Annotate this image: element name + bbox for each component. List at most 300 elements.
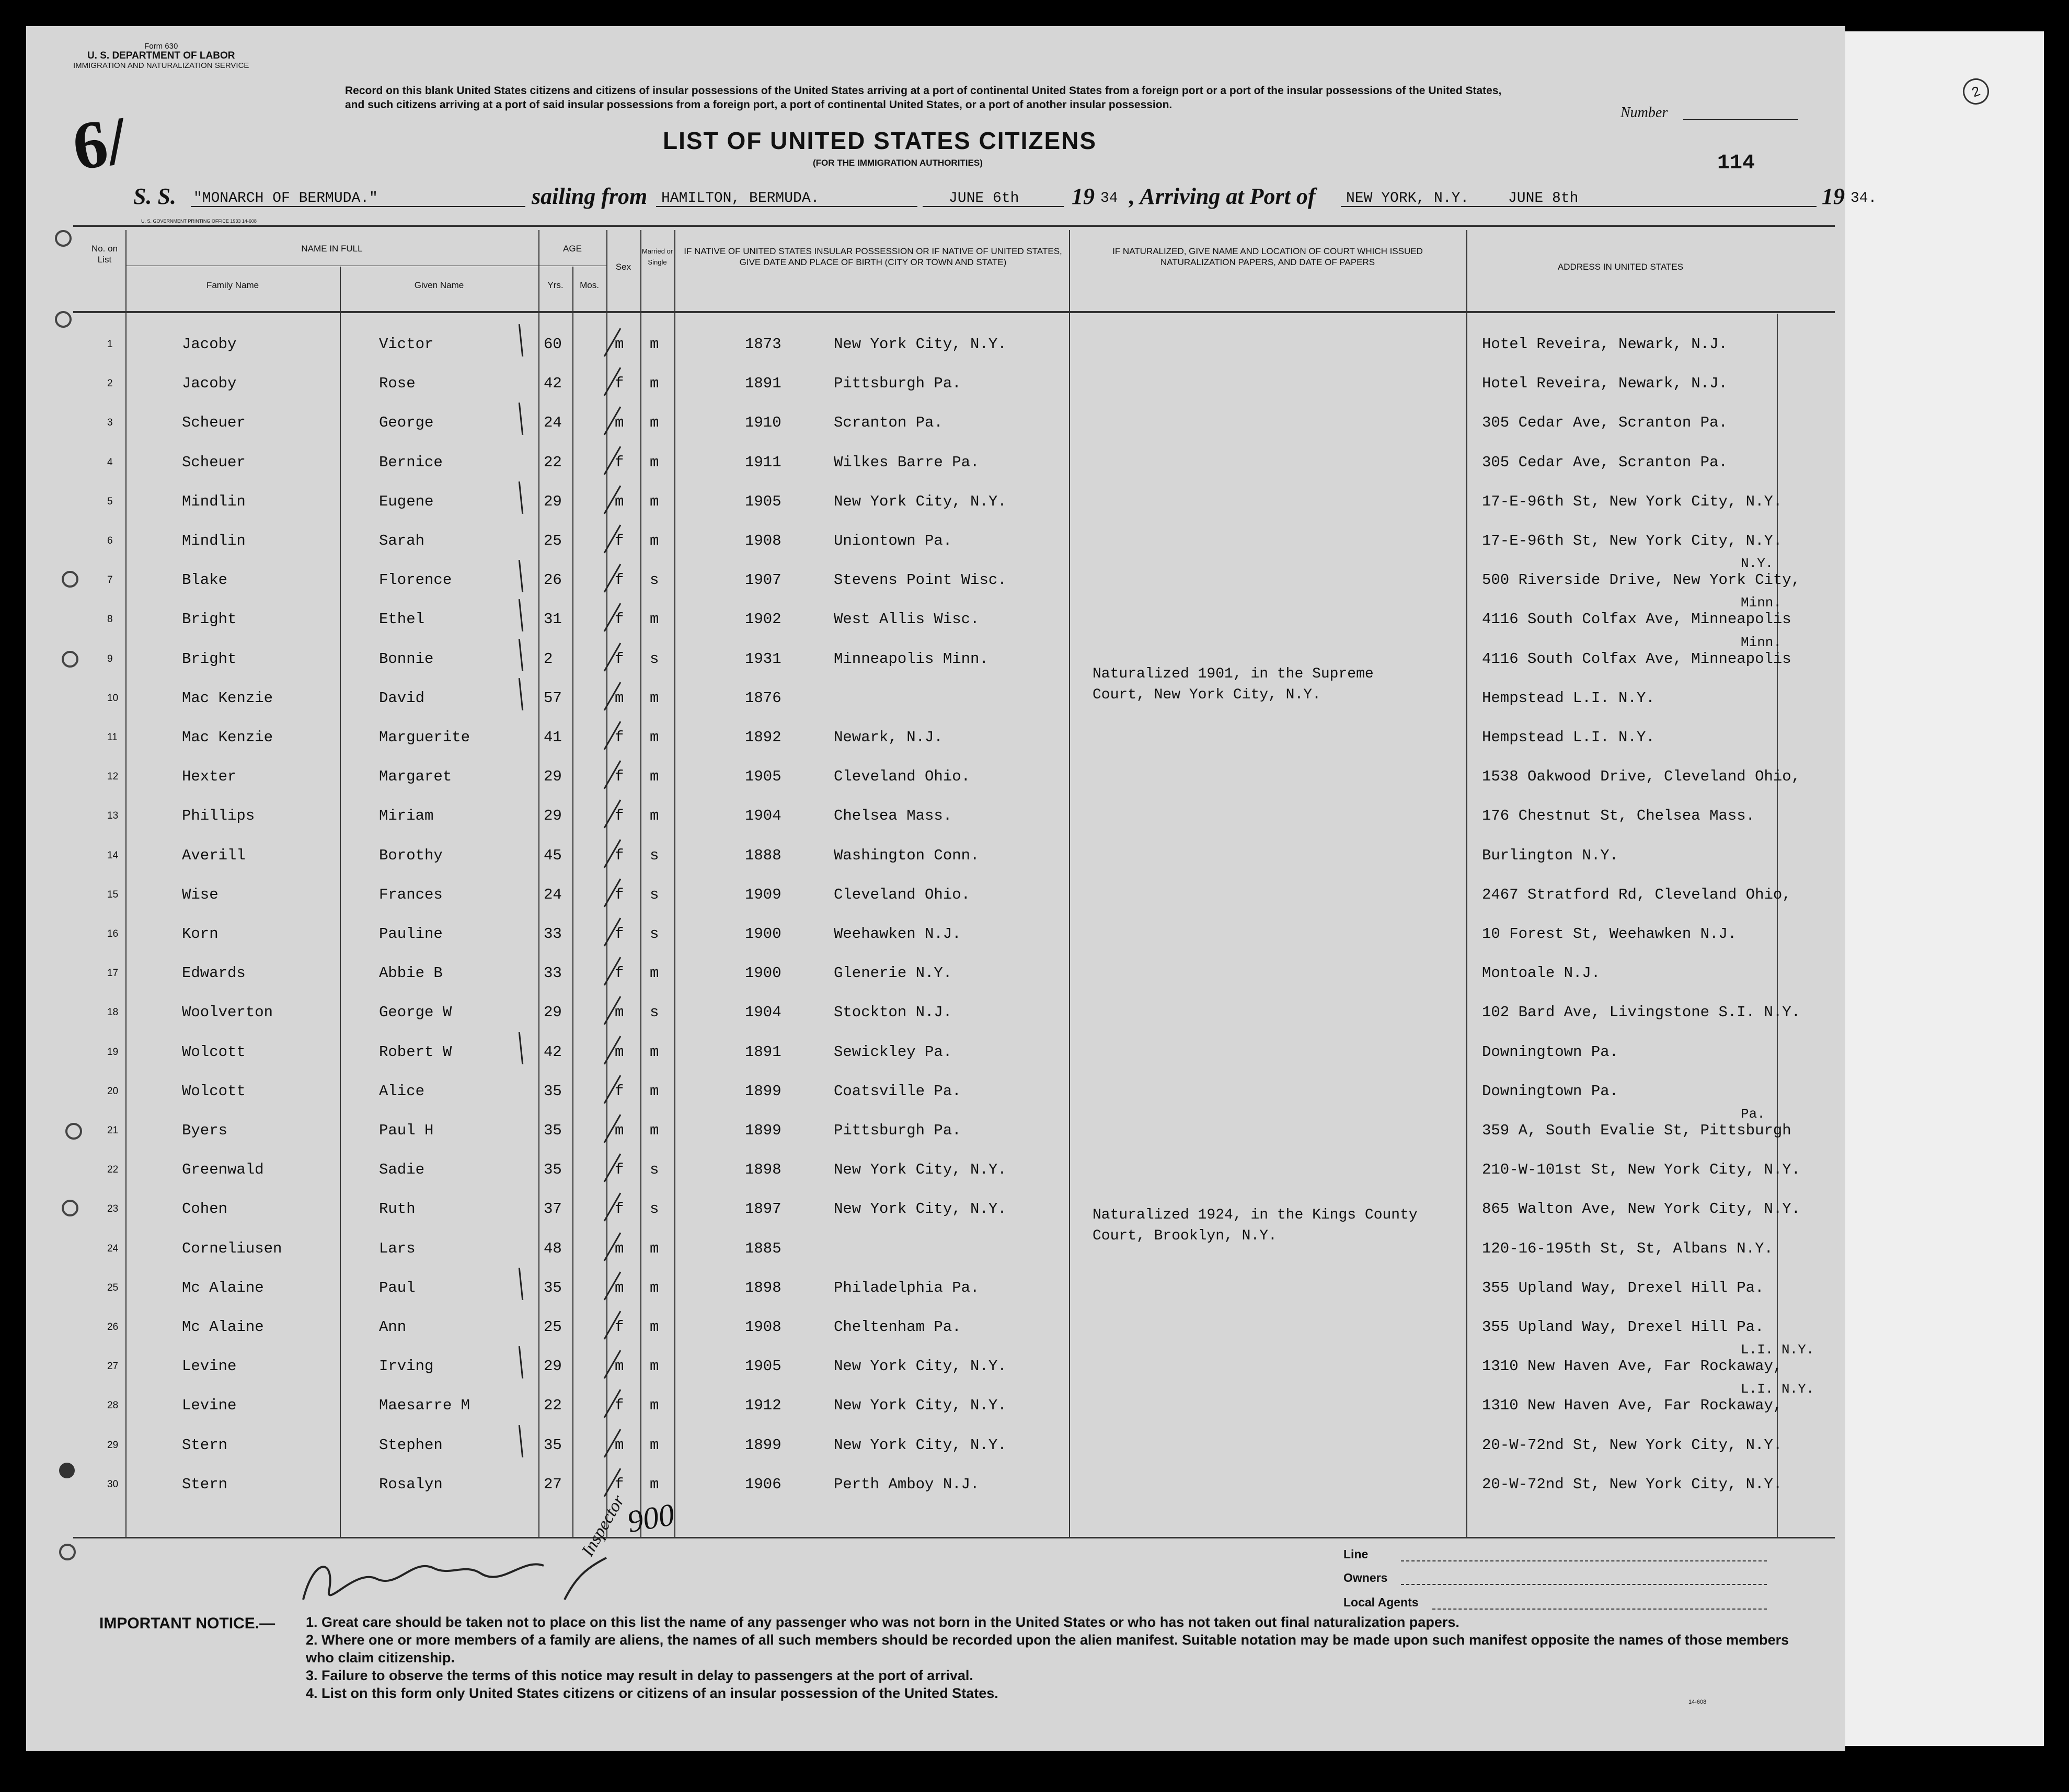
given-name: Robert W (379, 1043, 452, 1061)
birth-place: Pittsburgh Pa. (834, 375, 961, 393)
notice-item: 2. Where one or more members of a family are aliens, the names of all such members should be recorded upon the alien manifest. Suitable notation may be made upon such manifest opposite the names of those members who claim citizenship. (306, 1632, 1789, 1665)
given-name: Irving (379, 1358, 434, 1375)
birth-place: New York City, N.Y. (834, 1397, 1007, 1415)
birth-place: New York City, N.Y. (834, 1161, 1007, 1179)
family-name: Woolverton (182, 1004, 273, 1021)
naturalization-note-24 (1093, 1205, 1418, 1247)
row-number: 4 (107, 456, 113, 468)
marital-status: s (650, 1161, 659, 1179)
table-row (0, 1004, 1830, 1040)
row-number: 25 (107, 1282, 119, 1293)
row-number: 23 (107, 1203, 119, 1215)
address: Montoale N.J. (1482, 964, 1601, 982)
table-row (0, 493, 1830, 530)
sex: m (615, 1358, 624, 1375)
header-yrs: Yrs. (547, 280, 564, 290)
line-field (1401, 1560, 1767, 1561)
naturalization-note-10 (1093, 664, 1374, 706)
ship-name: "MONARCH OF BERMUDA." (193, 190, 378, 206)
sailing-from: HAMILTON, BERMUDA. (661, 190, 820, 206)
marital-status: m (650, 1436, 659, 1454)
marital-status: s (650, 1004, 659, 1021)
given-name: Pauline (379, 925, 443, 943)
table-row (0, 1161, 1830, 1198)
family-name: Mindlin (182, 532, 246, 549)
table-row (0, 925, 1830, 962)
birth-year: 1876 (745, 689, 781, 707)
given-name: Frances (379, 886, 443, 903)
given-name: Victor (379, 336, 434, 353)
family-name: Scheuer (182, 453, 246, 471)
ship-line (191, 206, 525, 207)
given-name: Ruth (379, 1200, 416, 1218)
birth-year: 1931 (745, 650, 781, 668)
address: Downingtown Pa. (1482, 1043, 1619, 1061)
sex: f (615, 532, 624, 549)
address: 210-W-101st St, New York City, N.Y. (1482, 1161, 1801, 1179)
marital-status: m (650, 964, 659, 982)
given-name: Sarah (379, 532, 425, 549)
table-row (0, 1381, 1830, 1433)
address: 20-W-72nd St, New York City, N.Y. (1482, 1475, 1783, 1493)
age-years: 48 (544, 1239, 562, 1257)
voyage-line (133, 183, 1877, 214)
sex: m (615, 1122, 624, 1139)
birth-place: New York City, N.Y. (834, 336, 1007, 353)
marital-status: s (650, 925, 659, 943)
sex: f (615, 453, 624, 471)
given-name: Abbie B (379, 964, 443, 982)
address: 20-W-72nd St, New York City, N.Y. (1482, 1436, 1783, 1454)
age-years: 25 (544, 532, 562, 549)
birth-year: 1908 (745, 532, 781, 549)
family-name: Cohen (182, 1200, 228, 1218)
sex: f (615, 1318, 624, 1336)
family-name: Jacoby (182, 375, 237, 393)
birth-place: Philadelphia Pa. (834, 1279, 980, 1296)
birth-place: Glenerie N.Y. (834, 964, 952, 982)
sex: m (615, 1239, 624, 1257)
given-name: Paul (379, 1279, 416, 1296)
row-number: 9 (107, 653, 113, 664)
given-name: Bernice (379, 453, 443, 471)
table-row (0, 1240, 1830, 1277)
given-name: Marguerite (379, 729, 470, 746)
table-row (0, 847, 1830, 883)
given-name: Miriam (379, 807, 434, 825)
family-name: Wolcott (182, 1043, 246, 1061)
birth-year: 1910 (745, 414, 781, 432)
table-row (0, 1318, 1830, 1355)
sex: f (615, 886, 624, 903)
row-number: 19 (107, 1046, 119, 1058)
family-name: Levine (182, 1397, 237, 1415)
birth-year: 1906 (745, 1475, 781, 1493)
binder-hole (62, 571, 78, 588)
sheet-number: 114 (1717, 152, 1755, 175)
address: 305 Cedar Ave, Scranton Pa. (1482, 453, 1728, 471)
address: 102 Bard Ave, Livingstone S.I. N.Y. (1482, 1004, 1801, 1021)
marital-status: m (650, 807, 659, 825)
sex: f (615, 375, 624, 393)
address: 2467 Stratford Rd, Cleveland Ohio, (1482, 886, 1791, 903)
birth-place: Wilkes Barre Pa. (834, 453, 980, 471)
sex: f (615, 807, 624, 825)
given-name: Bonnie (379, 650, 434, 668)
table-row (0, 807, 1830, 844)
given-name: George (379, 414, 434, 432)
age-years: 26 (544, 571, 562, 589)
address: 4116 South Colfax Ave, Minneapolis (1482, 650, 1791, 668)
row-number: 15 (107, 889, 119, 900)
birth-place: Perth Amboy N.J. (834, 1475, 980, 1493)
age-years: 2 (544, 650, 553, 668)
sex: m (615, 1279, 624, 1296)
row-number: 30 (107, 1478, 119, 1490)
age-years: 35 (544, 1161, 562, 1179)
arrival-year: 34. (1850, 190, 1877, 206)
age-years: 29 (544, 807, 562, 825)
birth-place: Stevens Point Wisc. (834, 571, 1007, 589)
notice-item: 3. Failure to observe the terms of this notice may result in delay to passengers at the port of arrival. (306, 1668, 973, 1683)
naturalization-line-1: Naturalized 1924, in the Kings County (1093, 1207, 1418, 1223)
row-number: 24 (107, 1243, 119, 1254)
sex: f (615, 1475, 624, 1493)
birth-year: 1899 (745, 1436, 781, 1454)
table-row (0, 1437, 1830, 1473)
address: 17-E-96th St, New York City, N.Y. (1482, 532, 1783, 549)
age-years: 35 (544, 1279, 562, 1296)
marital-status: m (650, 1475, 659, 1493)
birth-place: New York City, N.Y. (834, 1436, 1007, 1454)
address: Downingtown Pa. (1482, 1082, 1619, 1100)
sail-year: 34 (1100, 190, 1118, 206)
notice-label: IMPORTANT NOTICE.— (99, 1615, 275, 1632)
table-row (0, 1043, 1830, 1080)
birth-year: 1888 (745, 846, 781, 864)
sex: f (615, 1397, 624, 1415)
birth-place: Cleveland Ohio. (834, 886, 971, 903)
family-name: Korn (182, 925, 219, 943)
birth-year: 1908 (745, 1318, 781, 1336)
marital-status: m (650, 453, 659, 471)
sex: m (615, 1004, 624, 1021)
address: 355 Upland Way, Drexel Hill Pa. (1482, 1318, 1764, 1336)
age-years: 29 (544, 1004, 562, 1021)
birth-year: 1905 (745, 1358, 781, 1375)
birth-place: Pittsburgh Pa. (834, 1122, 961, 1139)
table-row (0, 1476, 1830, 1512)
age-years: 41 (544, 729, 562, 746)
birth-year: 1909 (745, 886, 781, 903)
address: Hempstead L.I. N.Y. (1482, 729, 1655, 746)
age-years: 35 (544, 1122, 562, 1139)
age-years: 27 (544, 1475, 562, 1493)
family-name: Hexter (182, 768, 237, 786)
birth-year: 1897 (745, 1200, 781, 1218)
birth-year: 1873 (745, 336, 781, 353)
address: 1310 New Haven Ave, Far Rockaway, (1482, 1358, 1783, 1375)
sail-date-line (923, 206, 1064, 207)
table-row (0, 768, 1830, 805)
birth-place: Coatsville Pa. (834, 1082, 961, 1100)
marital-status: s (650, 571, 659, 589)
sex: m (615, 1043, 624, 1061)
sex: m (615, 414, 624, 432)
row-number: 6 (107, 535, 113, 546)
table-row (0, 556, 1830, 608)
birth-year: 1905 (745, 768, 781, 786)
binder-hole (62, 1200, 78, 1216)
age-years: 22 (544, 1397, 562, 1415)
marital-status: m (650, 1279, 659, 1296)
header-age: AGE (563, 244, 582, 254)
table-row (0, 1342, 1830, 1394)
header-naturalized: IF NATURALIZED, GIVE NAME AND LOCATION OF COURT WHICH ISSUED NATURALIZATION PAPERS, AND DATE OF PAPERS (1112, 246, 1423, 267)
header-bottom-rule (73, 311, 1835, 313)
given-name: David (379, 689, 425, 707)
header-mos: Mos. (580, 280, 599, 290)
row-number: 3 (107, 417, 113, 429)
table-row (0, 634, 1830, 687)
address: 359 A, South Evalie St, Pittsburgh (1482, 1122, 1791, 1139)
birth-year: 1885 (745, 1239, 781, 1257)
table-row (0, 532, 1830, 572)
port-line (1341, 206, 1817, 207)
marital-status: m (650, 532, 659, 549)
birth-place: Scranton Pa. (834, 414, 943, 432)
address: 865 Walton Ave, New York City, N.Y. (1482, 1200, 1801, 1218)
birth-place: New York City, N.Y. (834, 1358, 1007, 1375)
birth-place: New York City, N.Y. (834, 492, 1007, 510)
table-row (0, 964, 1830, 1001)
given-name: Maesarre M (379, 1397, 470, 1415)
notice-item: 4. List on this form only United States citizens or citizens of an insular possession of the United States. (306, 1685, 998, 1701)
binder-hole (65, 1123, 82, 1140)
table-top-rule (73, 225, 1835, 227)
birth-place: Cheltenham Pa. (834, 1318, 961, 1336)
age-years: 25 (544, 1318, 562, 1336)
age-years: 57 (544, 689, 562, 707)
birth-year: 1900 (745, 925, 781, 943)
marital-status: m (650, 492, 659, 510)
address: 500 Riverside Drive, New York City, (1482, 571, 1801, 589)
address: Hotel Reveira, Newark, N.J. (1482, 336, 1728, 353)
agents-field (1432, 1609, 1767, 1610)
extra-mark: 900 (624, 1497, 677, 1540)
birth-year: 1902 (745, 611, 781, 628)
sex: f (615, 1200, 624, 1218)
birth-year: 1904 (745, 1004, 781, 1021)
age-years: 33 (544, 925, 562, 943)
given-name: Rosalyn (379, 1475, 443, 1493)
age-years: 29 (544, 1358, 562, 1375)
address: 120-16-195th St, St, Albans N.Y. (1482, 1239, 1773, 1257)
marital-status: m (650, 768, 659, 786)
marital-status: m (650, 375, 659, 393)
family-name: Blake (182, 571, 228, 589)
sex: m (615, 1436, 624, 1454)
sex: f (615, 571, 624, 589)
header-family-name: Family Name (206, 280, 259, 290)
given-name: Sadie (379, 1161, 425, 1179)
address: Burlington N.Y. (1482, 846, 1619, 864)
page-mark: 2 (1959, 75, 1993, 108)
table-row (0, 729, 1830, 765)
table-row (0, 595, 1830, 647)
binder-hole (59, 1463, 75, 1478)
year-prefix-1: 19 (1072, 183, 1095, 209)
family-name: Wolcott (182, 1082, 246, 1100)
row-number: 8 (107, 614, 113, 625)
family-name: Corneliusen (182, 1239, 282, 1257)
address: Hempstead L.I. N.Y. (1482, 689, 1655, 707)
naturalization-line-1: Naturalized 1901, in the Supreme (1093, 666, 1374, 682)
naturalization-line-2: Court, Brooklyn, N.Y. (1093, 1228, 1277, 1244)
family-name: Levine (182, 1358, 237, 1375)
birth-year: 1904 (745, 807, 781, 825)
family-name: Scheuer (182, 414, 246, 432)
birth-place: Washington Conn. (834, 846, 980, 864)
birth-place: New York City, N.Y. (834, 1200, 1007, 1218)
notice-item: 1. Great care should be taken not to place on this list the name of any passenger who was not born in the United States or who has not taken out final naturalization papers. (306, 1614, 1459, 1630)
age-years: 35 (544, 1082, 562, 1100)
age-years: 60 (544, 336, 562, 353)
marital-status: s (650, 650, 659, 668)
number-line (1683, 119, 1798, 120)
marital-status: m (650, 1122, 659, 1139)
age-years: 29 (544, 768, 562, 786)
margin-mark: 6/ (68, 102, 131, 185)
address-note: Minn. (1741, 595, 1782, 611)
sex: f (615, 768, 624, 786)
birth-place: Sewickley Pa. (834, 1043, 952, 1061)
binder-hole (55, 311, 72, 328)
age-years: 33 (544, 964, 562, 982)
row-number: 13 (107, 810, 119, 822)
family-name: Stern (182, 1475, 228, 1493)
marital-status: m (650, 336, 659, 353)
arrival-port: NEW YORK, N.Y. (1346, 190, 1469, 206)
given-name: Stephen (379, 1436, 443, 1454)
sex: f (615, 650, 624, 668)
header-given-name: Given Name (414, 280, 464, 290)
family-name: Mc Alaine (182, 1279, 264, 1296)
address: 305 Cedar Ave, Scranton Pa. (1482, 414, 1728, 432)
row-number: 10 (107, 692, 119, 704)
inspector-signature (293, 1547, 669, 1610)
table-row (0, 690, 1830, 726)
sex: f (615, 729, 624, 746)
sail-date: JUNE 6th (949, 190, 1019, 206)
marital-status: m (650, 1318, 659, 1336)
binder-hole (55, 230, 72, 247)
family-name: Mac Kenzie (182, 689, 273, 707)
family-name: Mindlin (182, 492, 246, 510)
marital-status: m (650, 1239, 659, 1257)
form-identifier (73, 42, 249, 71)
age-years: 24 (544, 886, 562, 903)
arriving-label: , Arriving at Port of (1129, 183, 1316, 209)
year-prefix-2: 19 (1822, 183, 1845, 209)
birth-year: 1911 (745, 453, 781, 471)
address: 355 Upland Way, Drexel Hill Pa. (1482, 1279, 1764, 1296)
header-no: No. on List (91, 244, 118, 265)
row-number: 14 (107, 849, 119, 861)
row-number: 12 (107, 771, 119, 783)
family-name: Jacoby (182, 336, 237, 353)
birth-place: Minneapolis Minn. (834, 650, 988, 668)
age-years: 35 (544, 1436, 562, 1454)
page-subtitle: (FOR THE IMMIGRATION AUTHORITIES) (813, 158, 983, 168)
sailing-label: sailing from (532, 183, 648, 209)
row-number: 7 (107, 575, 113, 586)
sex: m (615, 492, 624, 510)
age-years: 42 (544, 375, 562, 393)
given-name: George W (379, 1004, 452, 1021)
address: Hotel Reveira, Newark, N.J. (1482, 375, 1728, 393)
age-years: 31 (544, 611, 562, 628)
printer-note: U. S. GOVERNMENT PRINTING OFFICE 1933 14-608 (141, 219, 257, 224)
ss-label: S. S. (133, 183, 176, 209)
address-note: Pa. (1741, 1106, 1765, 1122)
birth-year: 1891 (745, 375, 781, 393)
marital-status: m (650, 1082, 659, 1100)
table-row (0, 375, 1830, 411)
given-name: Rose (379, 375, 416, 393)
age-years: 37 (544, 1200, 562, 1218)
sex: m (615, 336, 624, 353)
row-number: 11 (107, 732, 118, 743)
row-number: 17 (107, 968, 119, 979)
row-number: 20 (107, 1085, 119, 1097)
sex: f (615, 1082, 624, 1100)
inspector-label: Inspector (578, 1491, 628, 1560)
marital-status: s (650, 846, 659, 864)
family-name: Mac Kenzie (182, 729, 273, 746)
given-name: Lars (379, 1239, 416, 1257)
header-sex: Sex (615, 262, 631, 272)
table-row (0, 1083, 1830, 1119)
row-number: 2 (107, 378, 113, 389)
table-row (0, 1200, 1830, 1237)
address: 4116 South Colfax Ave, Minneapolis (1482, 611, 1791, 628)
row-number: 27 (107, 1361, 119, 1372)
family-name: Greenwald (182, 1161, 264, 1179)
birth-year: 1892 (745, 729, 781, 746)
family-name: Bright (182, 611, 237, 628)
row-number: 22 (107, 1164, 119, 1176)
age-years: 24 (544, 414, 562, 432)
birth-year: 1900 (745, 964, 781, 982)
form-code: 14-608 (1688, 1699, 1707, 1705)
table-row (0, 414, 1830, 451)
given-name: Alice (379, 1082, 425, 1100)
marital-status: m (650, 1358, 659, 1375)
birth-year: 1898 (745, 1161, 781, 1179)
birth-year: 1899 (745, 1122, 781, 1139)
address: 17-E-96th St, New York City, N.Y. (1482, 492, 1783, 510)
from-line (656, 206, 917, 207)
marital-status: m (650, 729, 659, 746)
birth-place: Uniontown Pa. (834, 532, 952, 549)
number-label: Number (1620, 105, 1668, 121)
marital-status: m (650, 1043, 659, 1061)
header-name-in-full: NAME IN FULL (301, 244, 363, 254)
table-row (0, 1106, 1830, 1158)
given-name: Eugene (379, 492, 434, 510)
birth-year: 1905 (745, 492, 781, 510)
